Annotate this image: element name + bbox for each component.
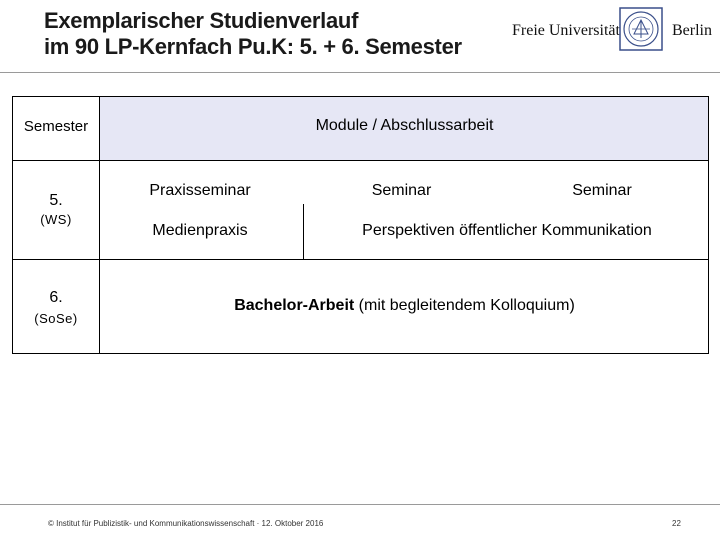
header-bottom-border [12, 160, 709, 161]
slide-title [44, 8, 514, 60]
module-perspektiven: Perspektiven öffentlicher Kommunikation [362, 222, 652, 239]
bachelor-thesis-title: Bachelor-Arbeit [234, 297, 355, 314]
page-number: 22 [672, 519, 681, 528]
semester-5-term: (WS) [40, 212, 72, 227]
semester-column-header: Semester [23, 118, 89, 135]
title-divider [0, 72, 720, 73]
semester-6-number: 6. [49, 289, 63, 306]
university-seal-icon [618, 6, 664, 52]
row-divider [12, 259, 709, 260]
logo-text-left: Freie Universität [512, 22, 620, 39]
table-top-border [12, 96, 709, 97]
bachelor-thesis-note: (mit begleitendem Kolloquium) [354, 297, 575, 314]
table-bottom-border [12, 353, 709, 354]
semester-5-number: 5. [49, 192, 63, 209]
logo-text-right: Berlin [672, 22, 712, 39]
module-praxisseminar: Praxisseminar [149, 182, 251, 199]
module-medienpraxis: Medienpraxis [152, 222, 248, 239]
module-seminar-1: Seminar [371, 182, 432, 199]
slide-title-line-1: Exemplarischer Studienverlauf [44, 8, 359, 33]
slide-title-line-2: im 90 LP-Kernfach Pu.K: 5. + 6. Semester [44, 34, 462, 59]
study-plan-table [12, 96, 709, 354]
module-column-border [303, 204, 304, 259]
semester-6-term: (SoSe) [34, 311, 78, 326]
modules-column-header: Module / Abschlussarbeit [315, 117, 494, 134]
footer-text: © Institut für Publizistik- und Kommunikationswissenschaft · 12. Oktober 2016 [48, 519, 324, 528]
university-logo [512, 6, 712, 58]
footer-divider [0, 504, 720, 505]
module-seminar-2: Seminar [572, 182, 632, 199]
bachelor-thesis [100, 297, 709, 315]
